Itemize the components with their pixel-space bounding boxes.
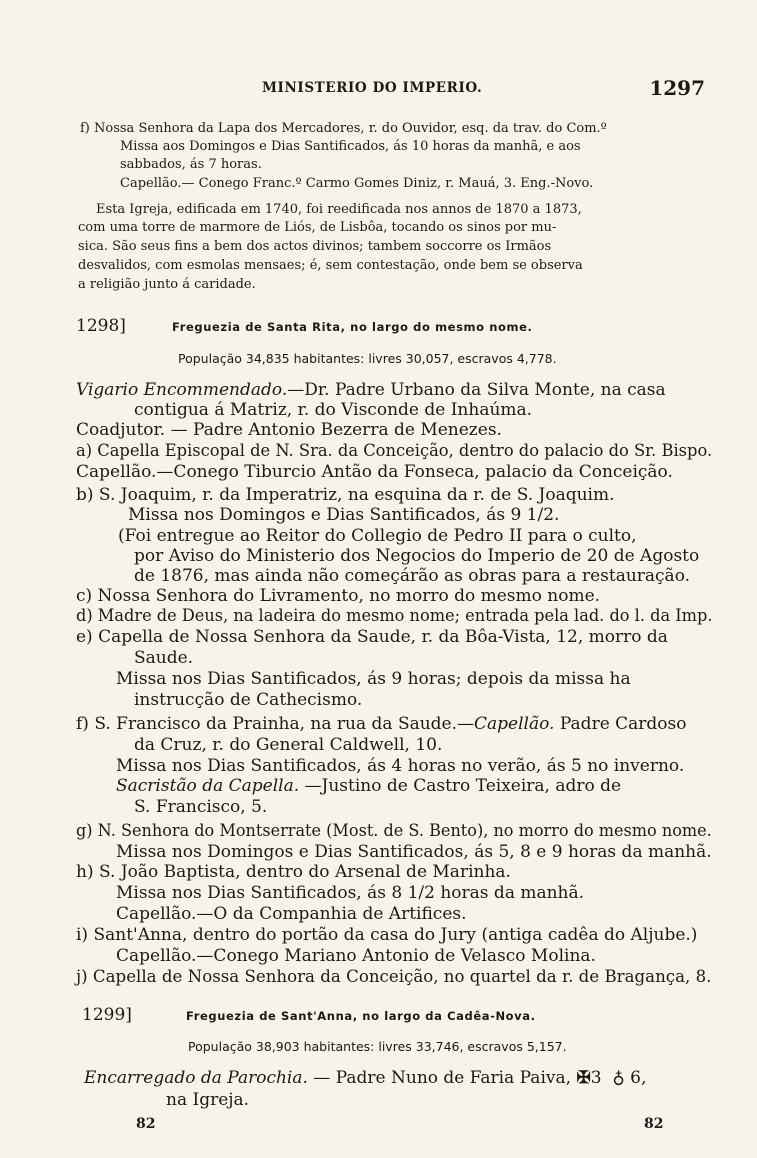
entry-f-line1: f) Nossa Senhora da Lapa dos Mercadores, r. do Ouvidor, esq. da trav. do Com.º: [80, 121, 607, 136]
text-line: na Igreja.: [166, 1090, 250, 1110]
entry-c: c) Nossa Senhora do Livramento, no morro do mesmo nome.: [76, 586, 601, 606]
section-title: Freguezia de Sant'Anna, no largo da Cadêa-Nova.: [186, 1009, 536, 1023]
paragraph-line: desvalidos, com esmolas mensaes; é, sem contestação, onde bem se observa: [78, 258, 583, 273]
entry-j: j) Capella de Nossa Senhora da Conceição, no quartel da r. de Bragança, 8.: [76, 967, 712, 987]
chalice-value: 6,: [630, 1068, 647, 1088]
text-line: instrucção de Cathecismo.: [134, 690, 363, 710]
paragraph-line: a religião junto á caridade.: [78, 277, 256, 292]
capellao-line: Capellão.—Conego Mariano Antonio de Velasco Molina.: [116, 946, 596, 966]
entry-f: f) S. Francisco da Prainha, na rua da Saude.—Capellão. Padre Cardoso: [76, 714, 687, 734]
capellao-line: Capellão.—O da Companhia de Artifices.: [116, 904, 467, 924]
text-line: Saude.: [134, 648, 194, 668]
text-line: Missa nos Domingos e Dias Santificados, ás 9 1/2.: [128, 505, 560, 525]
footer-signature-right: 82: [644, 1116, 664, 1132]
text-line: Missa nos Dias Santificados, ás 4 horas no verão, ás 5 no inverno.: [116, 756, 685, 776]
page-number: 1297: [649, 76, 705, 100]
text-line: Missa nos Domingos e Dias Santificados, ás 5, 8 e 9 horas da manhã.: [116, 842, 712, 862]
encarregado-label: Encarregado da Parochia.: [84, 1068, 308, 1088]
entry-a: a) Capella Episcopal de N. Sra. da Conceição, dentro do palacio do Sr. Bispo.: [76, 441, 713, 461]
text-line: contigua á Matriz, r. do Visconde de Inhaúma.: [134, 400, 533, 420]
entry-e: e) Capella de Nossa Senhora da Saude, r. da Bôa-Vista, 12, morro da: [76, 627, 668, 647]
cross-icon: ✠: [576, 1068, 591, 1088]
text-line: (Foi entregue ao Reitor do Collegio de Pedro II para o culto,: [118, 526, 637, 546]
capellao-line: Capellão.—Conego Tiburcio Antão da Fonseca, palacio da Conceição.: [76, 462, 673, 482]
footer-signature-left: 82: [136, 1116, 156, 1132]
entry-i: i) Sant'Anna, dentro do portão da casa do Jury (antiga cadêa do Aljube.): [76, 925, 698, 945]
population-line: População 38,903 habitantes: livres 33,746, escravos 5,157.: [188, 1039, 567, 1054]
chalice-icon: ♁: [612, 1068, 625, 1088]
text-line: de 1876, mas ainda não começárão as obras para a restauração.: [134, 566, 691, 586]
entry-d: d) Madre de Deus, na ladeira do mesmo nome; entrada pela lad. do l. da Imp.: [76, 606, 713, 626]
text-line: S. Francisco, 5.: [134, 797, 268, 817]
encarregado-line: [84, 1068, 646, 1089]
section-title: Freguezia de Santa Rita, no largo do mesmo nome.: [172, 320, 533, 334]
sacristao-line: Sacristão da Capella. —Justino de Castro Teixeira, adro de: [116, 776, 622, 796]
encarregado-text: — Padre Nuno de Faria Paiva,: [307, 1068, 577, 1088]
capellao-line: Capellão.— Conego Franc.º Carmo Gomes Diniz, r. Mauá, 3. Eng.-Novo.: [120, 176, 594, 191]
text-line: Missa nos Dias Santificados, ás 8 1/2 horas da manhã.: [116, 883, 585, 903]
section-number: 1299]: [82, 1005, 132, 1025]
paragraph-line: sica. São seus fins a bem dos actos divinos; tambem soccorre os Irmãos: [78, 239, 552, 254]
population-line: População 34,835 habitantes: livres 30,057, escravos 4,778.: [178, 351, 557, 366]
entry-f-line3: sabbados, ás 7 horas.: [120, 157, 262, 172]
entry-h: h) S. João Baptista, dentro do Arsenal de Marinha.: [76, 862, 511, 882]
running-head: MINISTERIO DO IMPERIO.: [262, 80, 483, 96]
vigario-line: Vigario Encommendado.—Dr. Padre Urbano da Silva Monte, na casa: [76, 380, 666, 400]
cross-value: 3: [590, 1068, 602, 1088]
paragraph-line: com uma torre de marmore de Liós, de Lisbôa, tocando os sinos por mu-: [78, 220, 557, 235]
text-line: da Cruz, r. do General Caldwell, 10.: [134, 735, 443, 755]
text-line: Missa nos Dias Santificados, ás 9 horas; depois da missa ha: [116, 669, 631, 689]
paragraph-line: Esta Igreja, edificada em 1740, foi reedificada nos annos de 1870 a 1873,: [96, 202, 582, 217]
section-number: 1298]: [76, 316, 126, 336]
entry-b: b) S. Joaquim, r. da Imperatriz, na esquina da r. de S. Joaquim.: [76, 485, 615, 505]
coadjutor-line: Coadjutor. — Padre Antonio Bezerra de Menezes.: [76, 420, 502, 440]
entry-g: g) N. Senhora do Montserrate (Most. de S. Bento), no morro do mesmo nome.: [76, 821, 712, 841]
page-header: [0, 76, 757, 104]
text-line: por Aviso do Ministerio dos Negocios do Imperio de 20 de Agosto: [134, 546, 700, 566]
entry-f-line2: Missa aos Domingos e Dias Santificados, ás 10 horas da manhã, e aos: [120, 139, 581, 154]
